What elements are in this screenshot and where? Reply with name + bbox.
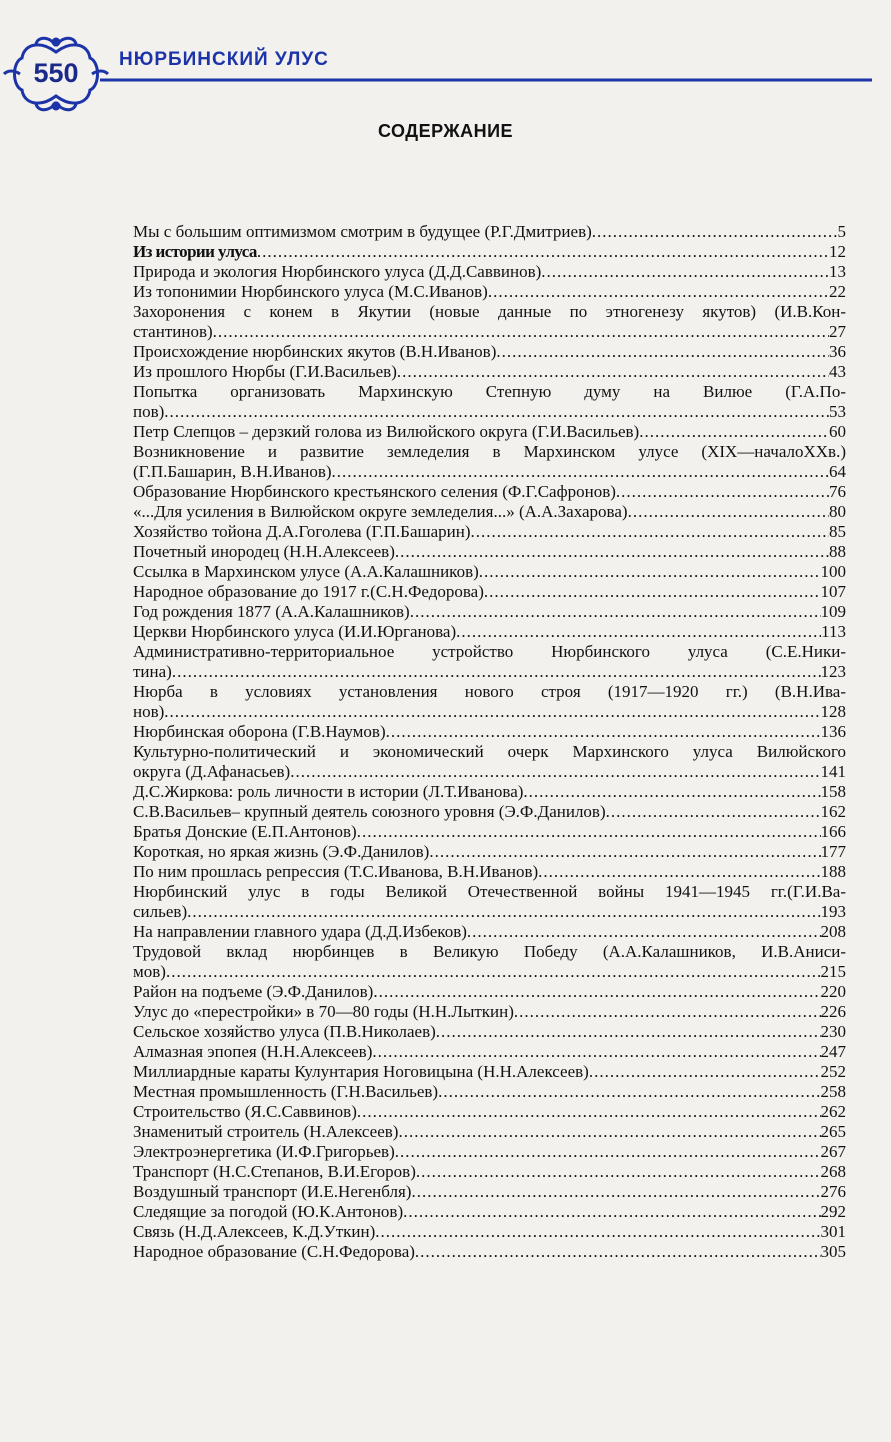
toc-entry (133, 1122, 846, 1142)
toc-leader-dots (467, 922, 821, 942)
toc-entry-page: 258 (820, 1082, 846, 1101)
toc-entry (133, 442, 846, 482)
toc-entry-page: 53 (829, 402, 846, 421)
toc-entry-page: 80 (829, 502, 846, 521)
toc-leader-dots (589, 1062, 821, 1082)
toc-leader-dots (496, 342, 829, 362)
toc-leader-dots (386, 722, 821, 742)
toc-entry-page: 268 (820, 1162, 846, 1181)
toc-leader-dots (411, 1182, 820, 1202)
toc-leader-dots (375, 1222, 820, 1242)
toc-entry-page: 141 (820, 762, 846, 781)
toc-entry-title: Миллиардные караты Кулунтария Ноговицына (Н.Н.Алексеев) (133, 1062, 589, 1081)
toc-entry-title: Ссылка в Мархинском улусе (А.А.Калашников) (133, 562, 479, 581)
toc-entry-title: Район на подъеме (Э.Ф.Данилов) (133, 982, 374, 1001)
toc-leader-dots (541, 262, 829, 282)
toc-leader-dots (438, 1082, 820, 1102)
toc-entry-title: округа (Д.Афанасьев) (133, 762, 291, 781)
toc-entry-page: 22 (829, 282, 846, 301)
toc-leader-dots (514, 1002, 821, 1022)
toc-entry (133, 1142, 846, 1162)
toc-entry-page: 226 (820, 1002, 846, 1021)
toc-entry (133, 682, 846, 722)
toc-entry-title-first-line: Захоронения с конем в Якутии (новые данные по этногенезу якутов) (И.В.Кон- (133, 302, 846, 321)
toc-entry-page: 301 (820, 1222, 846, 1241)
toc-entry-page: 128 (820, 702, 846, 721)
toc-entry (133, 642, 846, 682)
toc-leader-dots (470, 522, 829, 542)
toc-entry (133, 502, 846, 522)
toc-entry-title-first-line: Трудовой вклад нюрбинцев в Великую Победу (А.А.Калашников, И.В.Аниси- (133, 942, 846, 961)
toc-entry-title: Транспорт (Н.С.Степанов, В.И.Егоров) (133, 1162, 416, 1181)
toc-entry-title: Короткая, но яркая жизнь (Э.Ф.Данилов) (133, 842, 430, 861)
toc-entry-title: Улус до «перестройки» в 70—80 годы (Н.Н.Лыткин) (133, 1002, 514, 1021)
toc-entry-title: Народное образование (С.Н.Федорова) (133, 1242, 415, 1261)
toc-entry (133, 622, 846, 642)
toc-entry-page: 208 (820, 922, 846, 941)
toc-entry-title: Нюрбинская оборона (Г.В.Наумов) (133, 722, 386, 741)
toc-entry-title: Электроэнергетика (И.Ф.Григорьев) (133, 1142, 395, 1161)
toc-leader-dots (395, 1142, 821, 1162)
toc-leader-dots (398, 1122, 820, 1142)
toc-leader-dots (332, 462, 829, 482)
toc-entry-title: (Г.П.Башарин, В.Н.Иванов) (133, 462, 332, 481)
toc-entry-page: 123 (820, 662, 846, 681)
toc-leader-dots (213, 322, 829, 342)
toc-entry-page: 36 (829, 342, 846, 361)
toc-leader-dots (415, 1242, 821, 1262)
toc-entry-title: С.В.Васильев– крупный деятель союзного уровня (Э.Ф.Данилов) (133, 802, 606, 821)
toc-entry-title: Образование Нюрбинского крестьянского селения (Ф.Г.Сафронов) (133, 482, 616, 501)
toc-entry-title: Природа и экология Нюрбинского улуса (Д.Д.Саввинов) (133, 262, 542, 281)
toc-entry-page: 252 (820, 1062, 846, 1081)
toc-leader-dots (436, 1022, 821, 1042)
page-header (0, 0, 891, 120)
toc-entry-page: 162 (820, 802, 846, 821)
toc-entry (133, 1082, 846, 1102)
toc-entry (133, 242, 846, 262)
toc-entry-title: Воздушный транспорт (И.Е.Негенбля) (133, 1182, 412, 1201)
toc-entry (133, 722, 846, 742)
toc-entry (133, 362, 846, 382)
toc-entry-page: 5 (837, 222, 846, 241)
toc-entry-title: нов) (133, 702, 165, 721)
toc-title: СОДЕРЖАНИЕ (377, 121, 514, 141)
toc-entry (133, 882, 846, 922)
toc-entry (133, 922, 846, 942)
toc-entry-page: 113 (821, 622, 846, 641)
toc-entry-title: Мы с большим оптимизмом смотрим в будущее (Р.Г.Дмитриев) (133, 222, 592, 241)
toc-leader-dots (616, 482, 829, 502)
toc-entry (133, 1062, 846, 1082)
toc-leader-dots (164, 702, 820, 722)
toc-entry-page: 193 (820, 902, 846, 921)
toc-entry-title: Связь (Н.Д.Алексеев, К.Д.Уткин) (133, 1222, 376, 1241)
toc-entry (133, 1102, 846, 1122)
toc-entry (133, 802, 846, 822)
toc-entry-title: «...Для усиления в Вилюйском округе земледелия...» (А.А.Захарова) (133, 502, 628, 521)
toc-entry-title: Местная промышленность (Г.Н.Васильев) (133, 1082, 439, 1101)
toc-entry-title: стантинов) (133, 322, 213, 341)
toc-entry-title: Петр Слепцов – дерзкий голова из Вилюйского округа (Г.И.Васильев) (133, 422, 640, 441)
toc-entry (133, 422, 846, 442)
toc-leader-dots (372, 1042, 820, 1062)
toc-leader-dots (373, 982, 820, 1002)
toc-entry-title: Строительство (Я.С.Саввинов) (133, 1102, 357, 1121)
toc-entry-title: Братья Донские (Е.П.Антонов) (133, 822, 357, 841)
toc-entry-title: По ним прошлась репрессия (Т.С.Иванова, В.Н.Иванов) (133, 862, 539, 881)
toc-entry (133, 1202, 846, 1222)
toc-leader-dots (628, 502, 829, 522)
toc-entry-page: 107 (820, 582, 846, 601)
toc-entry-title: сильев) (133, 902, 188, 921)
toc-entry (133, 382, 846, 422)
toc-entry (133, 982, 846, 1002)
toc-entry (133, 482, 846, 502)
toc-entry-page: 230 (820, 1022, 846, 1041)
toc-leader-dots (164, 402, 829, 422)
toc-entry-title: Из истории улуса (133, 242, 257, 261)
toc-entry (133, 1002, 846, 1022)
toc-entry-title: Из топонимии Нюрбинского улуса (М.С.Иванов) (133, 282, 488, 301)
toc-entry-title-first-line: Нюрба в условиях установления нового строя (1917—1920 гг.) (В.Н.Ива- (133, 682, 846, 701)
toc-entry (133, 1042, 846, 1062)
toc-leader-dots (479, 562, 821, 582)
toc-entry (133, 862, 846, 882)
toc-leader-dots (456, 622, 821, 642)
toc-entry (133, 782, 846, 802)
toc-entry-title-first-line: Нюрбинский улус в годы Великой Отечественной войны 1941—1945 гг.(Г.И.Ва- (133, 882, 846, 901)
toc-leader-dots (523, 782, 820, 802)
toc-entry-title-first-line: Культурно-политический и экономический очерк Мархинского улуса Вилюйского (133, 742, 846, 761)
toc-entry-page: 262 (820, 1102, 846, 1121)
toc-entry (133, 342, 846, 362)
toc-leader-dots (257, 242, 829, 262)
toc-entry (133, 1242, 846, 1262)
toc-entry-page: 177 (820, 842, 846, 861)
toc-entry-title: Происхождение нюрбинских якутов (В.Н.Иванов) (133, 342, 497, 361)
toc-entry-title: Год рождения 1877 (А.А.Калашников) (133, 602, 410, 621)
toc-entry-page: 27 (829, 322, 846, 341)
toc-entry-page: 12 (829, 242, 846, 261)
toc-leader-dots (290, 762, 820, 782)
toc-leader-dots (416, 1162, 821, 1182)
toc-entry (133, 562, 846, 582)
toc-leader-dots (639, 422, 829, 442)
toc-leader-dots (429, 842, 820, 862)
toc-entry-page: 188 (820, 862, 846, 881)
toc-entry (133, 1222, 846, 1242)
toc-entry-page: 60 (829, 422, 846, 441)
toc-entry (133, 582, 846, 602)
toc-entry-page: 76 (829, 482, 846, 501)
toc-entry-page: 158 (820, 782, 846, 801)
toc-entry-title-first-line: Попытка организовать Мархинскую Степную думу на Вилюе (Г.А.По- (133, 382, 846, 401)
toc-entry-page: 220 (820, 982, 846, 1001)
toc-entry-page: 109 (820, 602, 846, 621)
toc-entry-title: Церкви Нюрбинского улуса (И.И.Юрганова) (133, 622, 457, 641)
toc-leader-dots (395, 542, 829, 562)
toc-leader-dots (166, 962, 821, 982)
toc-entry-page: 64 (829, 462, 846, 481)
toc-entry (133, 1162, 846, 1182)
toc-entry (133, 302, 846, 342)
toc-entry-page: 88 (829, 542, 846, 561)
toc-entry-title: На направлении главного удара (Д.Д.Избеков) (133, 922, 467, 941)
toc-leader-dots (538, 862, 820, 882)
toc-entry-title-first-line: Возникновение и развитие земледелия в Мархинском улусе (XIX—началоXXв.) (133, 442, 846, 461)
toc-entry-page: 267 (820, 1142, 846, 1161)
toc-entry-title: тина) (133, 662, 172, 681)
toc-entry-page: 43 (829, 362, 846, 381)
toc-entry-page: 13 (829, 262, 846, 281)
toc-entry-page: 166 (820, 822, 846, 841)
toc-entry (133, 282, 846, 302)
toc-entry-title: Почетный инородец (Н.Н.Алексеев) (133, 542, 395, 561)
toc-entry (133, 1022, 846, 1042)
toc-entry (133, 742, 846, 782)
toc-entry-title: Хозяйство тойона Д.А.Гоголева (Г.П.Башарин) (133, 522, 471, 541)
toc-entry-page: 136 (820, 722, 846, 741)
table-of-contents (133, 222, 846, 1262)
toc-entry-title: Знаменитый строитель (Н.Алексеев) (133, 1122, 399, 1141)
toc-entry (133, 522, 846, 542)
toc-entry-page: 215 (820, 962, 846, 981)
toc-entry-page: 265 (820, 1122, 846, 1141)
toc-leader-dots (397, 362, 829, 382)
toc-entry (133, 1182, 846, 1202)
toc-entry-title-first-line: Административно-территориальное устройство Нюрбинского улуса (С.Е.Ники- (133, 642, 846, 661)
toc-entry (133, 842, 846, 862)
toc-entry (133, 542, 846, 562)
toc-leader-dots (403, 1202, 820, 1222)
toc-entry-title: Алмазная эпопея (Н.Н.Алексеев) (133, 1042, 373, 1061)
toc-entry-title: пов) (133, 402, 165, 421)
toc-entry-page: 247 (820, 1042, 846, 1061)
toc-leader-dots (187, 902, 820, 922)
toc-leader-dots (357, 1102, 821, 1122)
toc-entry-page: 276 (820, 1182, 846, 1201)
toc-leader-dots (592, 222, 838, 242)
toc-leader-dots (172, 662, 821, 682)
toc-entry-page: 292 (820, 1202, 846, 1221)
toc-leader-dots (488, 282, 829, 302)
toc-entry-page: 305 (820, 1242, 846, 1261)
toc-leader-dots (484, 582, 821, 602)
toc-entry-title: мов) (133, 962, 166, 981)
toc-leader-dots (357, 822, 821, 842)
toc-entry-title: Д.С.Жиркова: роль личности в истории (Л.Т.Иванова) (133, 782, 524, 801)
toc-entry-page: 85 (829, 522, 846, 541)
toc-entry-title: Сельское хозяйство улуса (П.В.Николаев) (133, 1022, 436, 1041)
toc-entry-title: Из прошлого Нюрбы (Г.И.Васильев) (133, 362, 397, 381)
page-number: 550 (33, 58, 79, 88)
toc-leader-dots (606, 802, 821, 822)
toc-entry-page: 100 (820, 562, 846, 581)
toc-entry (133, 942, 846, 982)
toc-entry (133, 822, 846, 842)
toc-leader-dots (410, 602, 821, 622)
toc-entry-title: Народное образование до 1917 г.(С.Н.Федорова) (133, 582, 484, 601)
toc-entry (133, 602, 846, 622)
toc-entry (133, 262, 846, 282)
running-title: НЮРБИНСКИЙ УЛУС (119, 49, 329, 70)
toc-entry (133, 222, 846, 242)
toc-entry-title: Следящие за погодой (Ю.К.Антонов) (133, 1202, 404, 1221)
